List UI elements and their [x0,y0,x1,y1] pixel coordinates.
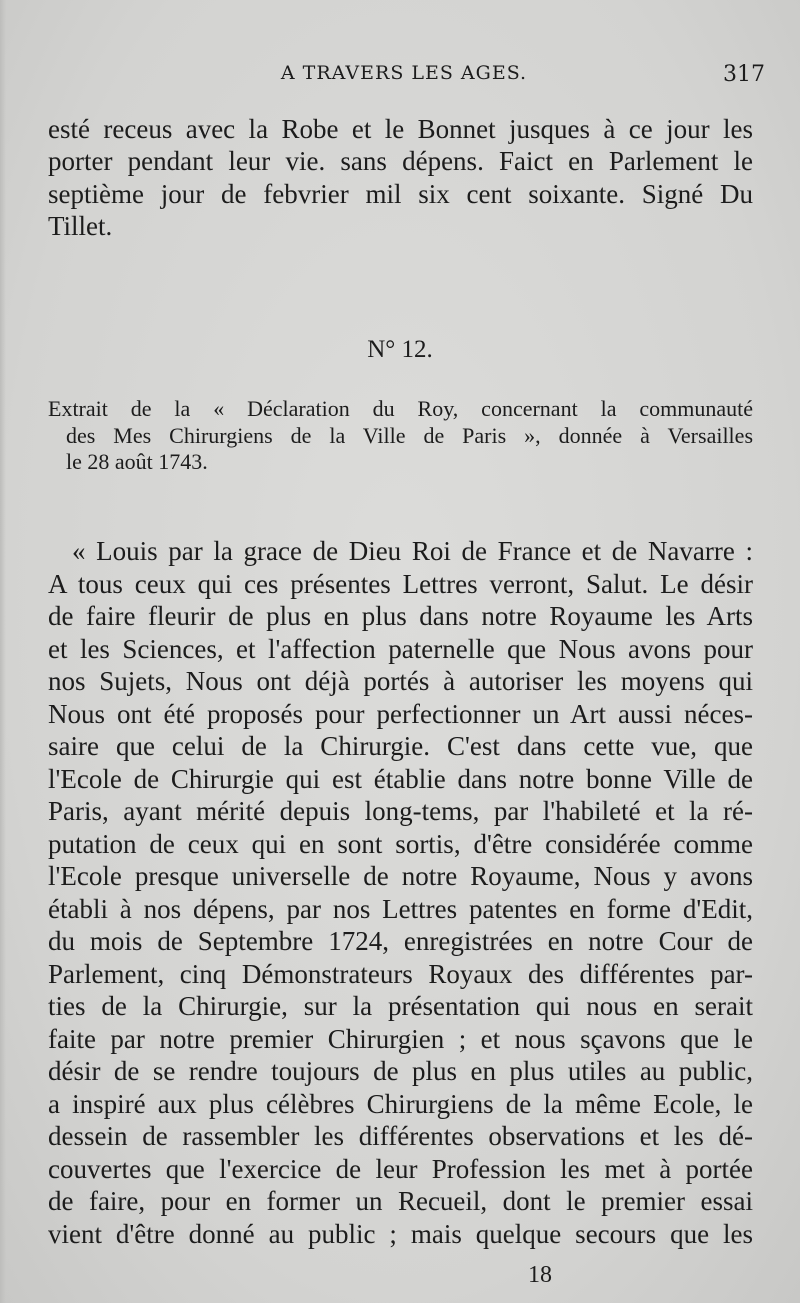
text-line: Paris, ayant mérité depuis long-tems, par l'habileté et la ré- [48,796,753,826]
text-line: putation de ceux qui en sont sortis, d'être considérée comme [48,828,753,859]
text-line: établi à nos dépens, par nos Lettres patentes en forme d'Edit, [48,893,753,924]
text-line: l'Ecole de Chirurgie qui est établie dans notre bonne Ville de [48,763,753,794]
text-line: Parlement, cinq Démonstrateurs Royaux des différentes par- [48,958,753,989]
text-line: désir de se rendre toujours de plus en plus utiles au public, [48,1056,753,1086]
text-line: ties de la Chirurgie, sur la présentation qui nous en serait [48,991,753,1021]
text-line: de faire fleurir de plus en plus dans notre Royaume les Arts [48,601,753,631]
main-paragraph [48,535,753,1250]
text-line: Tillet. [48,210,113,241]
signature-mark: 18 [528,1262,552,1288]
running-head [48,62,765,92]
page-number: 317 [723,62,765,87]
text-line: l'Ecole presque universelle de notre Royaume, Nous y avons [48,861,753,891]
text-line: couvertes que l'exercice de leur Profession les met à portée [48,1153,753,1184]
text-line: saire que celui de la Chirurgie. C'est dans cette vue, que [48,731,753,761]
text-line: Nous ont été proposés pour perfectionner un Art aussi néces- [48,698,753,729]
extract-heading [48,396,753,476]
top-paragraph [48,113,753,242]
page-edge-shadow [0,0,6,1303]
text-line: A tous ceux qui ces présentes Lettres verront, Salut. Le désir [48,568,753,599]
text-line: nos Sujets, Nous ont déjà portés à autoriser les moyens qui [48,666,753,696]
text-line: de faire, pour en former un Recueil, dont le premier essai [48,1186,753,1216]
text-line: a inspiré aux plus célèbres Chirurgiens de la même Ecole, le [48,1088,753,1119]
extract-line: le 28 août 1743. [66,449,208,474]
extract-line: Extrait de la « Déclaration du Roy, concernant la communauté [48,396,753,421]
extract-line: des Mes Chirurgiens de la Ville de Paris », donnée à Versailles [66,422,753,448]
section-number: N° 12. [367,336,433,363]
text-line: et les Sciences, et l'affection paternelle que Nous avons pour [48,633,753,664]
text-line: dessein de rassembler les différentes observations et les dé- [48,1121,753,1151]
text-line: faite par notre premier Chirurgien ; et nous sçavons que le [48,1023,753,1054]
text-line: du mois de Septembre 1724, enregistrées en notre Cour de [48,926,753,956]
text-line: esté receus avec la Robe et le Bonnet jusques à ce jour les [48,114,753,144]
text-line: septième jour de febvrier mil six cent soixante. Signé Du [48,178,753,209]
text-line: vient d'être donné au public ; mais quelque secours que les [48,1218,753,1249]
running-title: A TRAVERS LES AGES. [280,62,528,84]
text-line: « Louis par la grace de Dieu Roi de France et de Navarre : [72,536,753,566]
text-line: porter pendant leur vie. sans dépens. Faict en Parlement le [48,146,753,177]
